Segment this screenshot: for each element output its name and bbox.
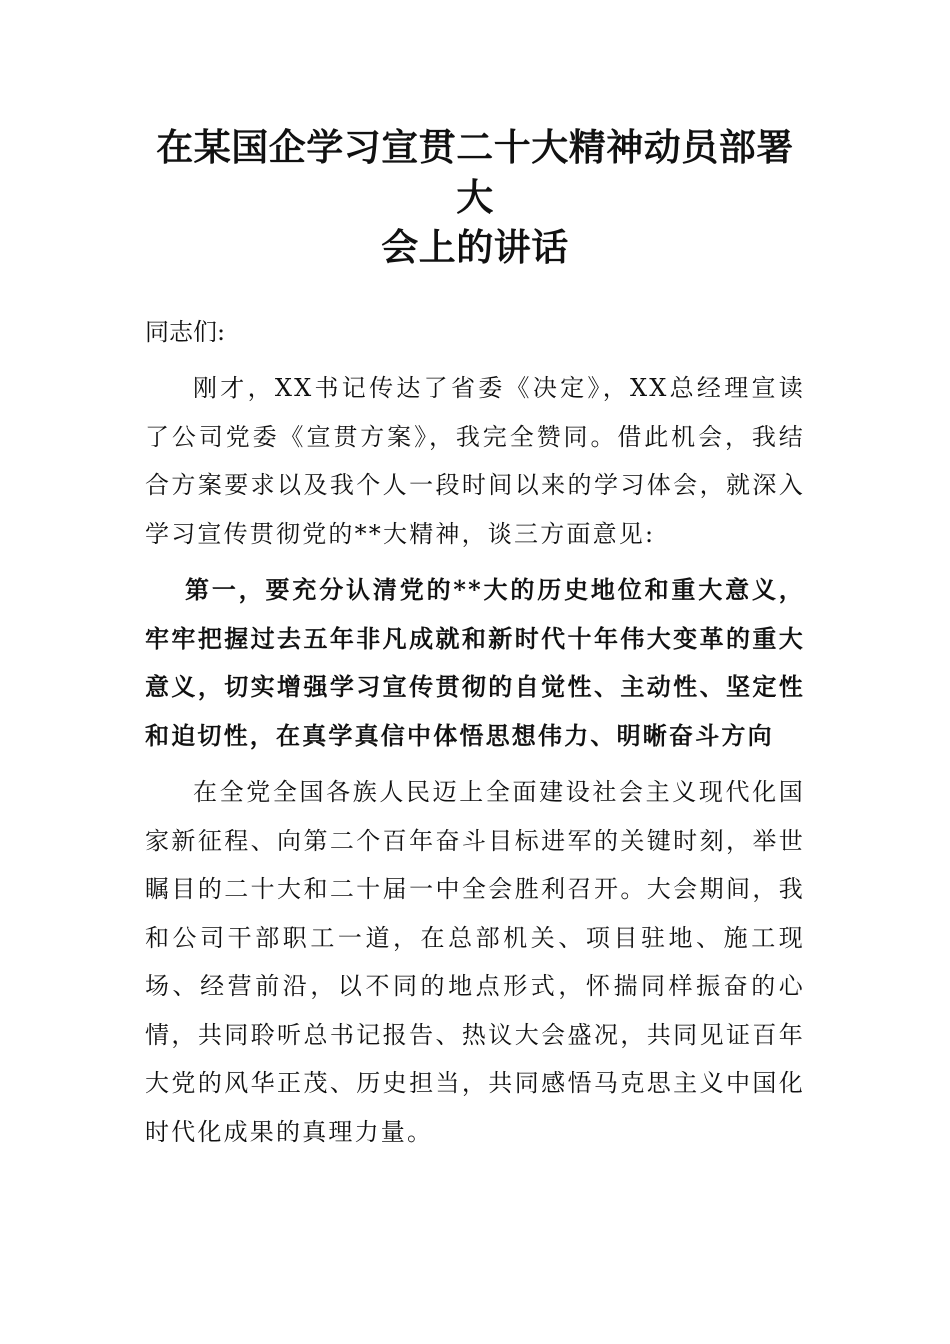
title-line-1: 在某国企学习宣贯二十大精神动员部署大 [156, 125, 794, 219]
section-heading-1: 第一，要充分认清党的**大的历史地位和重大意义，牢牢把握过去五年非凡成就和新时代十年伟大变革的重大意义，切实增强学习宣传贯彻的自觉性、主动性、坚定性和迫切性，在真学真信中体悟思想伟力、明晰奋斗方向 [145, 575, 805, 750]
paragraph-body: 在全党全国各族人民迈上全面建设社会主义现代化国家新征程、向第二个百年奋斗目标进军的关键时刻，举世瞩目的二十大和二十届一中全会胜利召开。大会期间，我和公司干部职工一道，在总部机关、项目驻地、施工现场、经营前沿，以不同的地点形式，怀揣同样振奋的心情，共同聆听总书记报告、热议大会盛况，共同见证百年大党的风华正茂、历史担当，共同感悟马克思主义中国化时代化成果的真理力量。 [145, 778, 805, 1146]
paragraph-intro: 刚才，XX书记传达了省委《决定》，XX总经理宣读了公司党委《宣贯方案》，我完全赞同。借此机会，我结合方案要求以及我个人一段时间以来的学习体会，就深入学习宣传贯彻党的**大精神，谈三方面意见: [145, 374, 805, 548]
document-page [145, 122, 805, 1156]
salutation: 同志们: [145, 318, 226, 346]
document-title [145, 122, 805, 272]
title-line-2: 会上的讲话 [381, 225, 569, 269]
